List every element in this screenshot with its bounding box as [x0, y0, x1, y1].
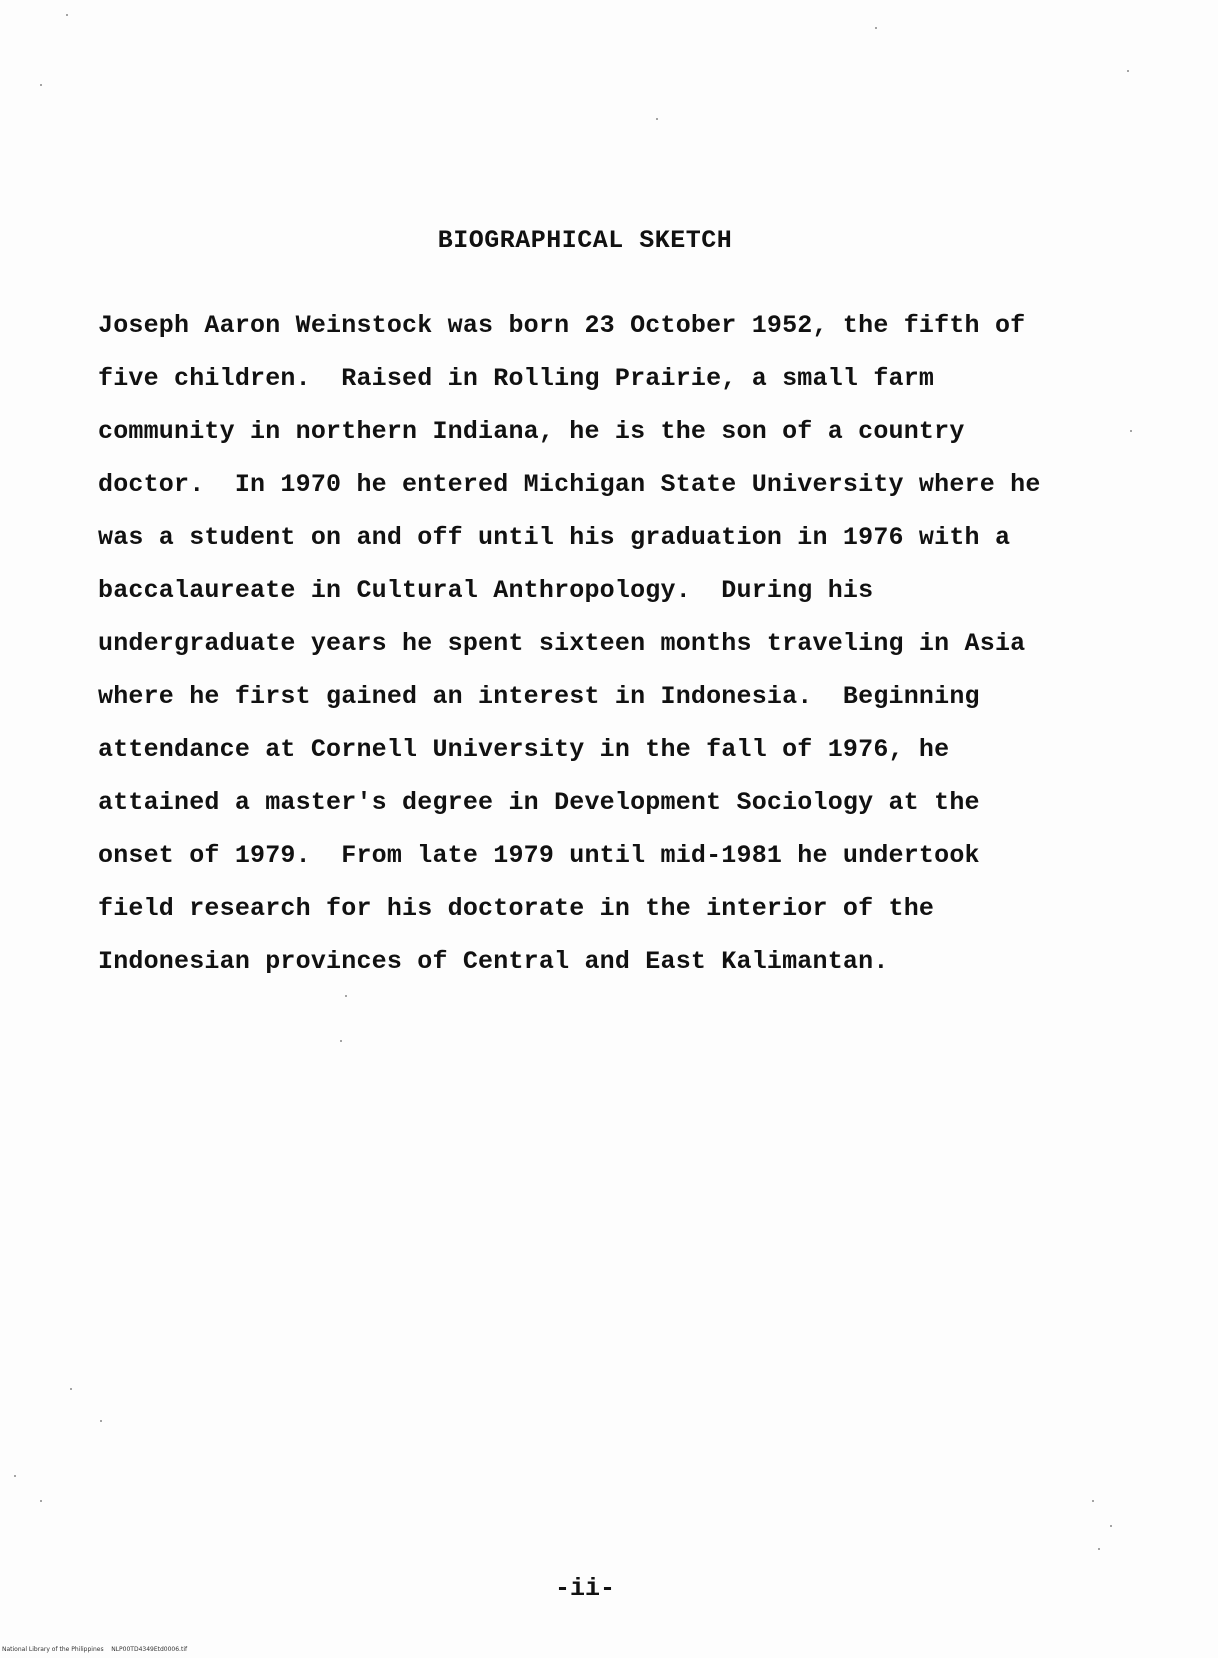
- scan-speck: [100, 1420, 102, 1422]
- scan-speck: [70, 1388, 72, 1390]
- scan-speck: [345, 995, 347, 997]
- text-line: field research for his doctorate in the interior of the: [98, 894, 935, 923]
- text-line: baccalaureate in Cultural Anthropology. During his: [98, 576, 874, 605]
- scan-speck: [1127, 70, 1129, 72]
- text-line: doctor. In 1970 he entered Michigan State University where he: [98, 470, 1041, 499]
- scan-speck: [66, 14, 68, 16]
- text-line: Joseph Aaron Weinstock was born 23 October 1952, the fifth of: [98, 311, 1026, 340]
- biography-paragraph: [98, 302, 1138, 991]
- page-number: -ii-: [554, 1574, 615, 1603]
- scan-speck: [1098, 1548, 1100, 1550]
- text-line: five children. Raised in Rolling Prairie, a small farm: [98, 364, 935, 393]
- scan-footer: National Library of the Philippines NLP00TD4349Etd0006.tif: [2, 1646, 188, 1653]
- scan-speck: [14, 1475, 16, 1477]
- scan-speck: [40, 1500, 42, 1502]
- text-line: where he first gained an interest in Indonesia. Beginning: [98, 682, 980, 711]
- text-line: attendance at Cornell University in the fall of 1976, he: [98, 735, 950, 764]
- text-line: Indonesian provinces of Central and East Kalimantan.: [98, 947, 889, 976]
- scan-speck: [1110, 1525, 1112, 1527]
- scan-speck: [656, 118, 658, 120]
- page-title: BIOGRAPHICAL SKETCH: [437, 226, 733, 255]
- scan-speck: [340, 1040, 342, 1042]
- scan-speck: [40, 84, 42, 86]
- scan-speck: [875, 27, 877, 29]
- text-line: attained a master's degree in Development Sociology at the: [98, 788, 980, 817]
- text-line: undergraduate years he spent sixteen months traveling in Asia: [98, 629, 1026, 658]
- scan-speck: [1092, 1500, 1094, 1502]
- text-line: community in northern Indiana, he is the son of a country: [98, 417, 965, 446]
- text-line: was a student on and off until his graduation in 1976 with a: [98, 523, 1011, 552]
- text-line: onset of 1979. From late 1979 until mid-1981 he undertook: [98, 841, 980, 870]
